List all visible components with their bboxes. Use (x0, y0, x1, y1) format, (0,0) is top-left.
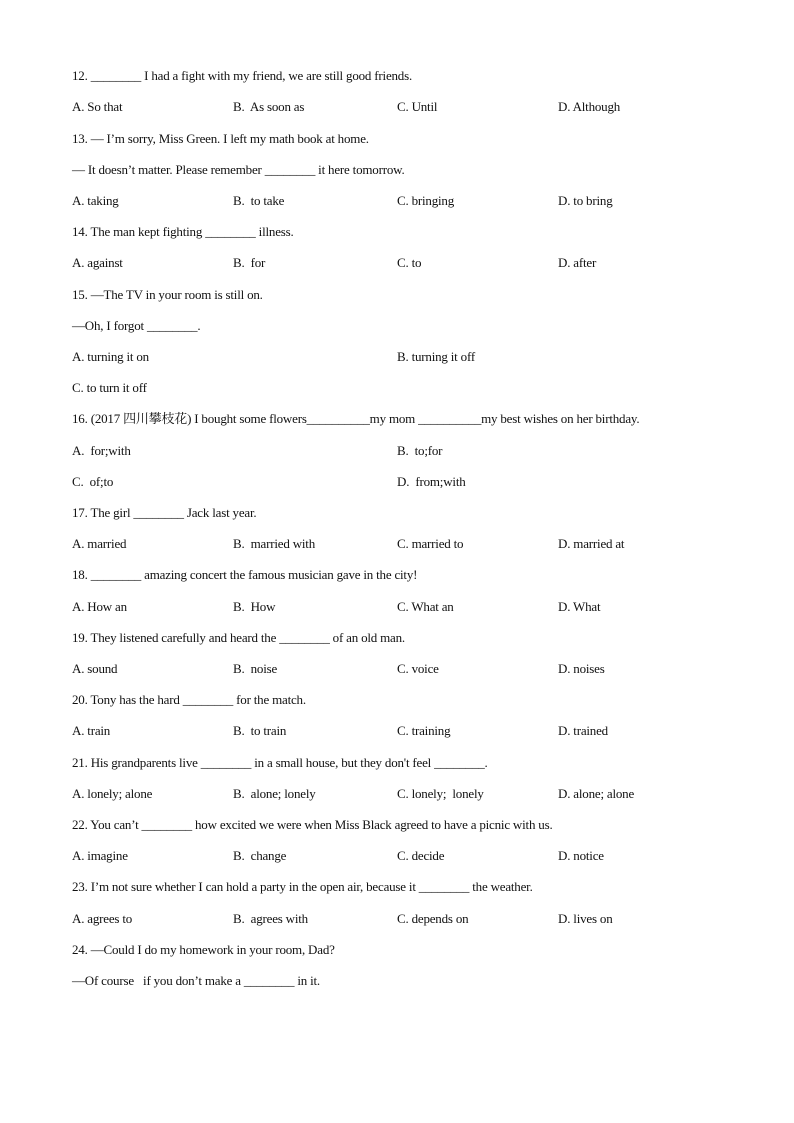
question-19-stem: 19. They listened carefully and heard the ________ of an old man. (72, 630, 405, 645)
question-15-option-c: C. to turn it off (72, 380, 147, 395)
question-13-stem-line-1: 13. — I’m sorry, Miss Green. I left my math book at home. (72, 131, 369, 146)
question-17-option-d: D. married at (558, 536, 625, 551)
question-19-option-b: B. noise (233, 661, 278, 676)
question-16-option-d: D. from;with (397, 474, 466, 489)
question-22-option-d: D. notice (558, 848, 604, 863)
question-20-stem: 20. Tony has the hard ________ for the match. (72, 692, 306, 707)
question-22-option-c: C. decide (397, 848, 445, 863)
question-18-option-a: A. How an (72, 599, 127, 614)
question-13-option-a: A. taking (72, 193, 119, 208)
question-19-option-c: C. voice (397, 661, 439, 676)
question-20-option-b: B. to train (233, 723, 287, 738)
question-22-stem: 22. You can’t ________ how excited we were when Miss Black agreed to have a picnic with us. (72, 817, 553, 832)
question-15-stem-line-1: 15. —The TV in your room is still on. (72, 287, 263, 302)
question-18-option-b: B. How (233, 599, 276, 614)
question-17-option-a: A. married (72, 536, 127, 551)
question-18-option-c: C. What an (397, 599, 454, 614)
question-19-option-a: A. sound (72, 661, 118, 676)
question-13-option-b: B. to take (233, 193, 285, 208)
question-13-option-c: C. bringing (397, 193, 455, 208)
question-18-option-d: D. What (558, 599, 601, 614)
question-19-option-d: D. noises (558, 661, 605, 676)
question-14-option-a: A. against (72, 255, 123, 270)
question-23-option-a: A. agrees to (72, 911, 133, 926)
question-16-option-c: C. of;to (72, 474, 114, 489)
question-12-stem: 12. ________ I had a fight with my friend, we are still good friends. (72, 68, 413, 83)
question-16-option-a: A. for;with (72, 443, 131, 458)
question-21-option-b: B. alone; lonely (233, 786, 316, 801)
question-13-stem-line-2: — It doesn’t matter. Please remember ________ it here tomorrow. (72, 162, 405, 177)
question-12-option-a: A. So that (72, 99, 123, 114)
question-23-option-d: D. lives on (558, 911, 613, 926)
question-23-stem: 23. I’m not sure whether I can hold a party in the open air, because it ________ the weather. (72, 879, 533, 894)
question-24-stem-line-1: 24. —Could I do my homework in your room, Dad? (72, 942, 335, 957)
question-15-option-a: A. turning it on (72, 349, 149, 364)
question-14-option-c: C. to (397, 255, 422, 270)
question-17-stem: 17. The girl ________ Jack last year. (72, 505, 257, 520)
question-20-option-a: A. train (72, 723, 111, 738)
question-14-option-b: B. for (233, 255, 266, 270)
question-17-option-c: C. married to (397, 536, 464, 551)
question-15-stem-line-2: —Oh, I forgot ________. (72, 318, 201, 333)
question-13-option-d: D. to bring (558, 193, 613, 208)
question-23-option-b: B. agrees with (233, 911, 308, 926)
question-17-option-b: B. married with (233, 536, 316, 551)
question-21-option-a: A. lonely; alone (72, 786, 153, 801)
question-15-option-b: B. turning it off (397, 349, 475, 364)
question-21-option-c: C. lonely; lonely (397, 786, 484, 801)
question-24-stem-line-2: —Of course if you don’t make a ________ in it. (72, 973, 320, 988)
question-22-option-b: B. change (233, 848, 287, 863)
question-14-option-d: D. after (558, 255, 597, 270)
question-20-option-c: C. training (397, 723, 451, 738)
question-22-option-a: A. imagine (72, 848, 128, 863)
question-14-stem: 14. The man kept fighting ________ illness. (72, 224, 294, 239)
question-12-option-c: C. Until (397, 99, 438, 114)
question-18-stem: 18. ________ amazing concert the famous musician gave in the city! (72, 567, 418, 582)
question-12-option-b: B. As soon as (233, 99, 305, 114)
question-12-option-d: D. Although (558, 99, 621, 114)
question-23-option-c: C. depends on (397, 911, 469, 926)
question-20-option-d: D. trained (558, 723, 608, 738)
question-21-stem: 21. His grandparents live ________ in a small house, but they don't feel ________. (72, 755, 488, 770)
question-16-stem: 16. (2017 四川攀枝花) I bought some flowers__________my mom __________my best wishes on her birthday. (72, 411, 640, 426)
question-16-option-b: B. to;for (397, 443, 443, 458)
question-21-option-d: D. alone; alone (558, 786, 635, 801)
